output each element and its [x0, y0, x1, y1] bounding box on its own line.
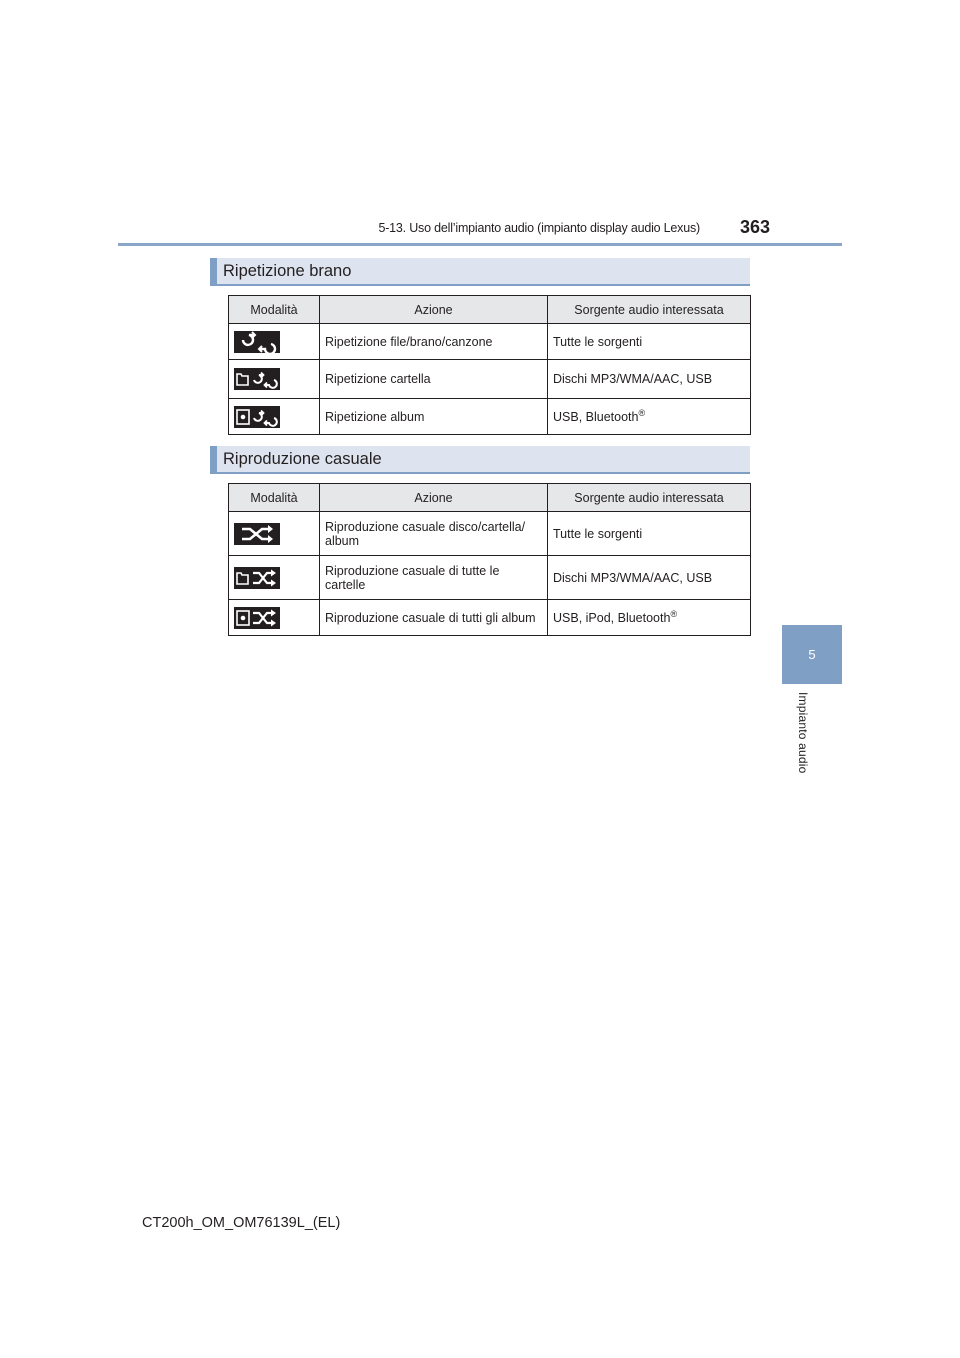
row-action: Riproduzione casuale di tutti gli album — [320, 600, 548, 636]
table-row — [229, 360, 751, 399]
row-action: Riproduzione casuale disco/cartella/ album — [320, 512, 548, 556]
source-text: Tutte le sorgenti — [553, 526, 643, 541]
column-header-mode: Modalità — [229, 484, 320, 512]
table-row — [229, 512, 751, 556]
shuffle-icon — [234, 523, 280, 545]
source-text: Dischi MP3/WMA/AAC, USB — [553, 570, 713, 585]
shuffle-folder-icon — [234, 567, 280, 589]
source-text: Tutte le sorgenti — [553, 334, 643, 349]
registered-mark: ® — [638, 408, 646, 419]
column-header-action: Azione — [320, 484, 548, 512]
header-section-title: 5-13. Uso dell’impianto audio (impianto display audio Lexus) — [378, 221, 700, 235]
row-action: Riproduzione casuale di tutte le cartelle — [320, 556, 548, 600]
repeat-track-icon — [234, 331, 280, 353]
row-source — [548, 324, 751, 360]
table-row — [229, 324, 751, 360]
source-text: Dischi MP3/WMA/AAC, USB — [553, 372, 713, 386]
shuffle-table — [228, 483, 751, 636]
row-action: Ripetizione file/brano/canzone — [320, 324, 548, 360]
row-source — [548, 360, 751, 399]
table-row — [229, 556, 751, 600]
table-row — [229, 600, 751, 636]
row-source — [548, 399, 751, 435]
source-text: USB, iPod, Bluetooth — [553, 611, 671, 626]
chapter-label: Impianto audio — [796, 692, 810, 774]
column-header-source: Sorgente audio interessata — [548, 296, 751, 324]
row-source — [548, 512, 751, 556]
chapter-tab — [782, 625, 842, 684]
column-header-source: Sorgente audio interessata — [548, 484, 751, 512]
section-heading-shuffle: Riproduzione casuale — [210, 446, 750, 474]
row-action: Ripetizione album — [320, 399, 548, 435]
table-row — [229, 399, 751, 435]
chapter-number: 5 — [808, 647, 816, 662]
repeat-table — [228, 295, 751, 435]
column-header-mode: Modalità — [229, 296, 320, 324]
repeat-folder-icon — [234, 368, 280, 390]
row-action: Ripetizione cartella — [320, 360, 548, 399]
row-source — [548, 556, 751, 600]
table-header-row — [229, 484, 751, 512]
source-text: USB, Bluetooth — [553, 410, 639, 425]
column-header-action: Azione — [320, 296, 548, 324]
registered-mark: ® — [670, 609, 678, 620]
table-header-row — [229, 296, 751, 324]
shuffle-album-icon — [234, 607, 280, 629]
page-number: 363 — [740, 217, 771, 237]
row-source — [548, 600, 751, 636]
header-rule — [118, 243, 842, 246]
repeat-album-icon — [234, 406, 280, 428]
document-code: CT200h_OM_OM76139L_(EL) — [142, 1215, 341, 1231]
section-heading-repeat: Ripetizione brano — [210, 258, 750, 286]
